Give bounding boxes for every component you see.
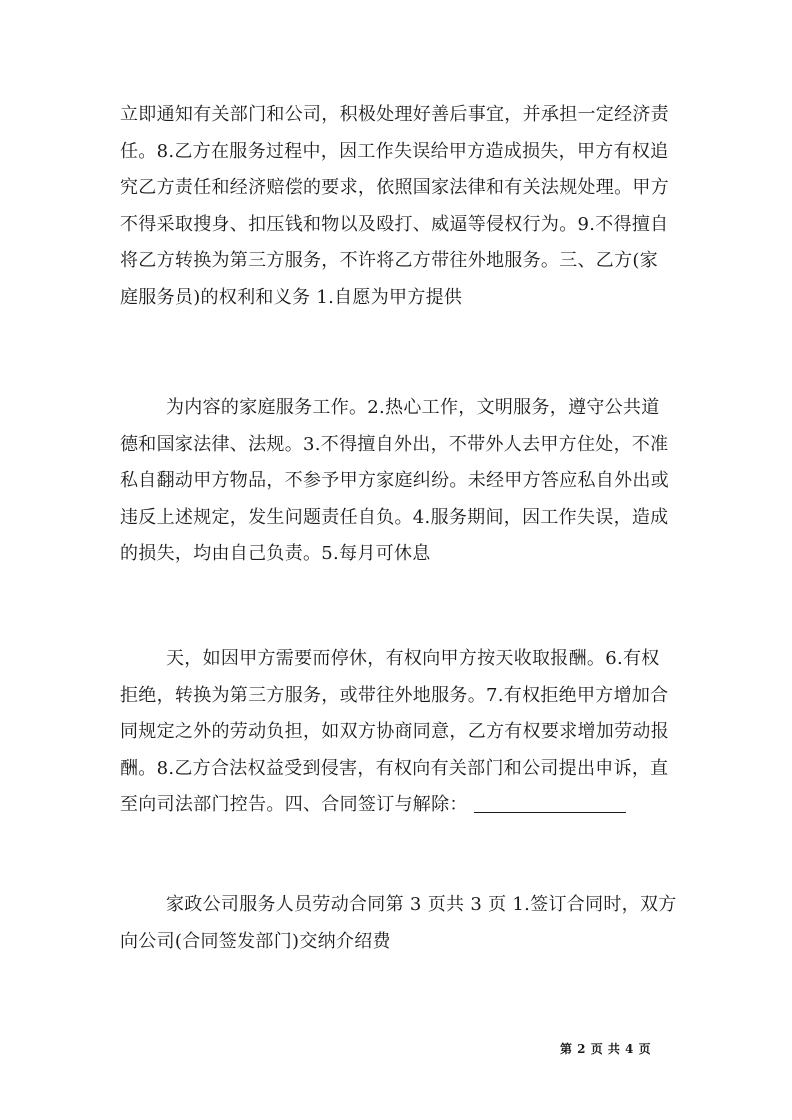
paragraph-2	[120, 390, 680, 573]
text-line: 酬。8.乙方合法权益受到侵害，有权向有关部门和公司提出申诉，直	[120, 757, 669, 779]
text-line: 同规定之外的劳动负担，如双方协商同意，乙方有权要求增加劳动报	[120, 721, 669, 742]
paragraph-3	[120, 641, 680, 824]
text-line: 私自翻动甲方物品，不参予甲方家庭纠纷。未经甲方答应私自外出或	[120, 470, 669, 491]
text-line: 向公司(合同签发部门)交纳介绍费	[120, 930, 391, 952]
text-line: 庭服务员)的权利和义务 1.自愿为甲方提供	[120, 286, 463, 308]
text-line: 家政公司服务人员劳动合同第 3 页共 3 页 1.签订合同时，双方	[166, 894, 677, 915]
text-segment: 至向司法部门控告。四、合同签订与解除：	[120, 794, 468, 815]
page-number-footer: 第 2 页 共 4 页	[560, 1042, 652, 1056]
text-line: 德和国家法律、法规。3.不得擅自外出，不带外人去甲方住处，不准	[120, 433, 669, 455]
text-line: 任。8.乙方在服务过程中，因工作失误给甲方造成损失，甲方有权追	[120, 140, 669, 162]
text-line: 将乙方转换为第三方服务，不许将乙方带往外地服务。三、乙方(家	[120, 250, 659, 271]
text-line: 究乙方责任和经济赔偿的要求，依照国家法律和有关法规处理。甲方	[120, 177, 669, 198]
text-line-with-blank	[120, 787, 680, 824]
text-line: 为内容的家庭服务工作。2.热心工作，文明服务，遵守公共道	[166, 397, 660, 418]
paragraph-1	[120, 97, 680, 316]
fill-in-blank	[474, 794, 626, 813]
text-line: 拒绝，转换为第三方服务，或带往外地服务。7.有权拒绝甲方增加合	[120, 684, 669, 706]
text-line: 天，如因甲方需要而停休，有权向甲方按天收取报酬。6.有权	[166, 648, 660, 669]
text-line: 不得采取搜身、扣压钱和物以及殴打、威逼等侵权行为。9.不得擅自	[120, 213, 669, 235]
paragraph-4	[120, 887, 680, 960]
text-line: 立即通知有关部门和公司，积极处理好善后事宜，并承担一定经济责	[120, 104, 669, 125]
text-line: 的损失，均由自己负责。5.每月可休息	[120, 543, 431, 564]
text-line: 违反上述规定，发生问题责任自负。4.服务期间，因工作失误，造成	[120, 506, 669, 528]
